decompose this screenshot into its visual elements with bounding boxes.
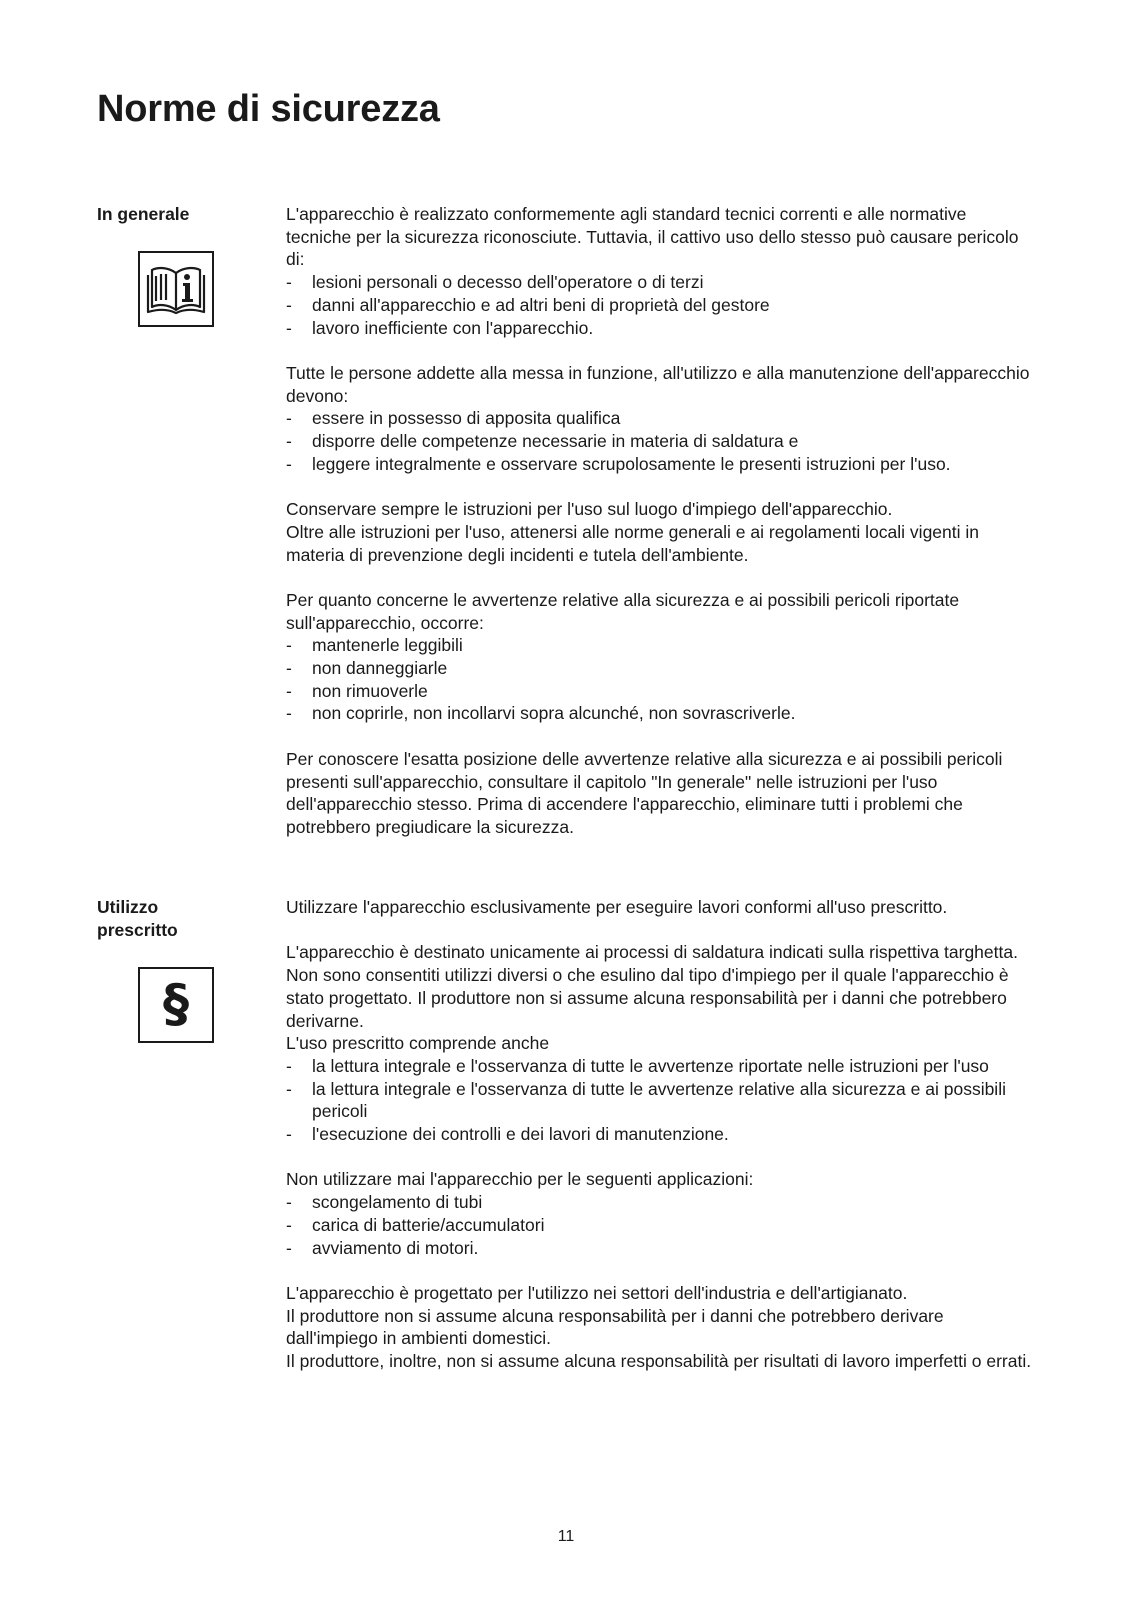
paragraph: Il produttore non si assume alcuna responsabilità per i danni che potrebbero derivare dall'impiego in ambienti domestici. — [286, 1305, 944, 1349]
section-label — [97, 896, 217, 941]
list-item: - danni all'apparecchio e ad altri beni di proprietà del gestore — [286, 294, 1036, 317]
paragraph: Utilizzare l'apparecchio esclusivamente per eseguire lavori conformi all'uso prescritto. — [286, 897, 948, 917]
list-item: - la lettura integrale e l'osservanza di tutte le avvertenze riportate nelle istruzioni per l'uso — [286, 1055, 1036, 1078]
paragraph: L'apparecchio è destinato unicamente ai processi di saldatura indicati sulla rispettiva targhetta. Non sono consentiti utilizzi diversi o che esulino dal tipo d'impiego per il quale l'apparecchio è stato progettato. Il produttore non si assume alcuna responsabilità per i danni che potrebbero derivarne. — [286, 942, 1018, 1031]
section-label-line: Utilizzo — [97, 897, 159, 917]
section-label-line: prescritto — [97, 919, 178, 940]
list-item: - non danneggiarle — [286, 657, 1036, 680]
section-sign-glyph: § — [163, 974, 189, 1034]
paragraph: Per conoscere l'esatta posizione delle avvertenze relative alla sicurezza e ai possibili pericoli presenti sull'apparecchio, consultare il capitolo "In generale" nelle istruzioni per l'uso dell'apparecchio stesso. Prima di accendere l'apparecchio, eliminare tutti i problemi che potrebbero pregiudicare la sicurezza. — [286, 748, 1003, 837]
page-number: 11 — [557, 1528, 575, 1545]
list-item: - non rimuoverle — [286, 680, 1036, 703]
list-item: - disporre delle competenze necessarie in materia di saldatura e — [286, 430, 1036, 453]
paragraph: Tutte le persone addette alla messa in funzione, all'utilizzo e alla manutenzione dell'apparecchio devono: — [286, 362, 1030, 406]
list-item: - l'esecuzione dei controlli e dei lavori di manutenzione. — [286, 1123, 1036, 1146]
section-sign-icon — [138, 967, 214, 1043]
list-item: - lavoro inefficiente con l'apparecchio. — [286, 317, 1036, 340]
bullet-list — [286, 407, 1036, 475]
list-item: - lesioni personali o decesso dell'operatore o di terzi — [286, 271, 1036, 294]
paragraph: Non utilizzare mai l'apparecchio per le seguenti applicazioni: — [286, 1169, 754, 1190]
bullet-list — [286, 1191, 1036, 1259]
open-book-info-icon — [146, 263, 206, 315]
paragraph: Conservare sempre le istruzioni per l'uso sul luogo d'impiego dell'apparecchio. — [286, 499, 893, 520]
list-item: - avviamento di motori. — [286, 1237, 1036, 1260]
list-item: - la lettura integrale e l'osservanza di tutte le avvertenze relative alla sicurezza e ai possibili pericoli — [286, 1078, 1036, 1123]
paragraph: Per quanto concerne le avvertenze relative alla sicurezza e ai possibili pericoli riportate sull'apparecchio, occorre: — [286, 589, 960, 633]
page-title: Norme di sicurezza — [97, 88, 440, 130]
bullet-list — [286, 1055, 1036, 1146]
bullet-list — [286, 271, 1036, 339]
list-item: - carica di batterie/accumulatori — [286, 1214, 1036, 1237]
paragraph: Oltre alle istruzioni per l'uso, attenersi alle norme generali e ai regolamenti locali vigenti in materia di prevenzione degli incidenti e tutela dell'ambiente. — [286, 521, 979, 565]
list-item: - scongelamento di tubi — [286, 1191, 1036, 1214]
list-item: - leggere integralmente e osservare scrupolosamente le presenti istruzioni per l'uso. — [286, 453, 1036, 476]
list-item: - mantenerle leggibili — [286, 634, 1036, 657]
paragraph: L'apparecchio è progettato per l'utilizzo nei settori dell'industria e dell'artigianato. — [286, 1282, 908, 1303]
list-item: - essere in possesso di apposita qualifica — [286, 407, 1036, 430]
bullet-list — [286, 634, 1036, 725]
manual-info-icon — [138, 251, 214, 327]
paragraph: L'apparecchio è realizzato conformemente agli standard tecnici correnti e alle normative tecniche per la sicurezza riconosciute. Tuttavia, il cattivo uso dello stesso può causare pericolo di: — [286, 204, 1019, 270]
section-content — [286, 203, 1036, 861]
section-content — [286, 896, 1036, 1395]
paragraph: Il produttore, inoltre, non si assume alcuna responsabilità per risultati di lavoro imperfetti o errati. — [286, 1351, 1032, 1372]
section-label: In generale — [97, 204, 190, 224]
list-item: - non coprirle, non incollarvi sopra alcunché, non sovrascriverle. — [286, 702, 1036, 725]
paragraph: L'uso prescritto comprende anche — [286, 1033, 550, 1054]
